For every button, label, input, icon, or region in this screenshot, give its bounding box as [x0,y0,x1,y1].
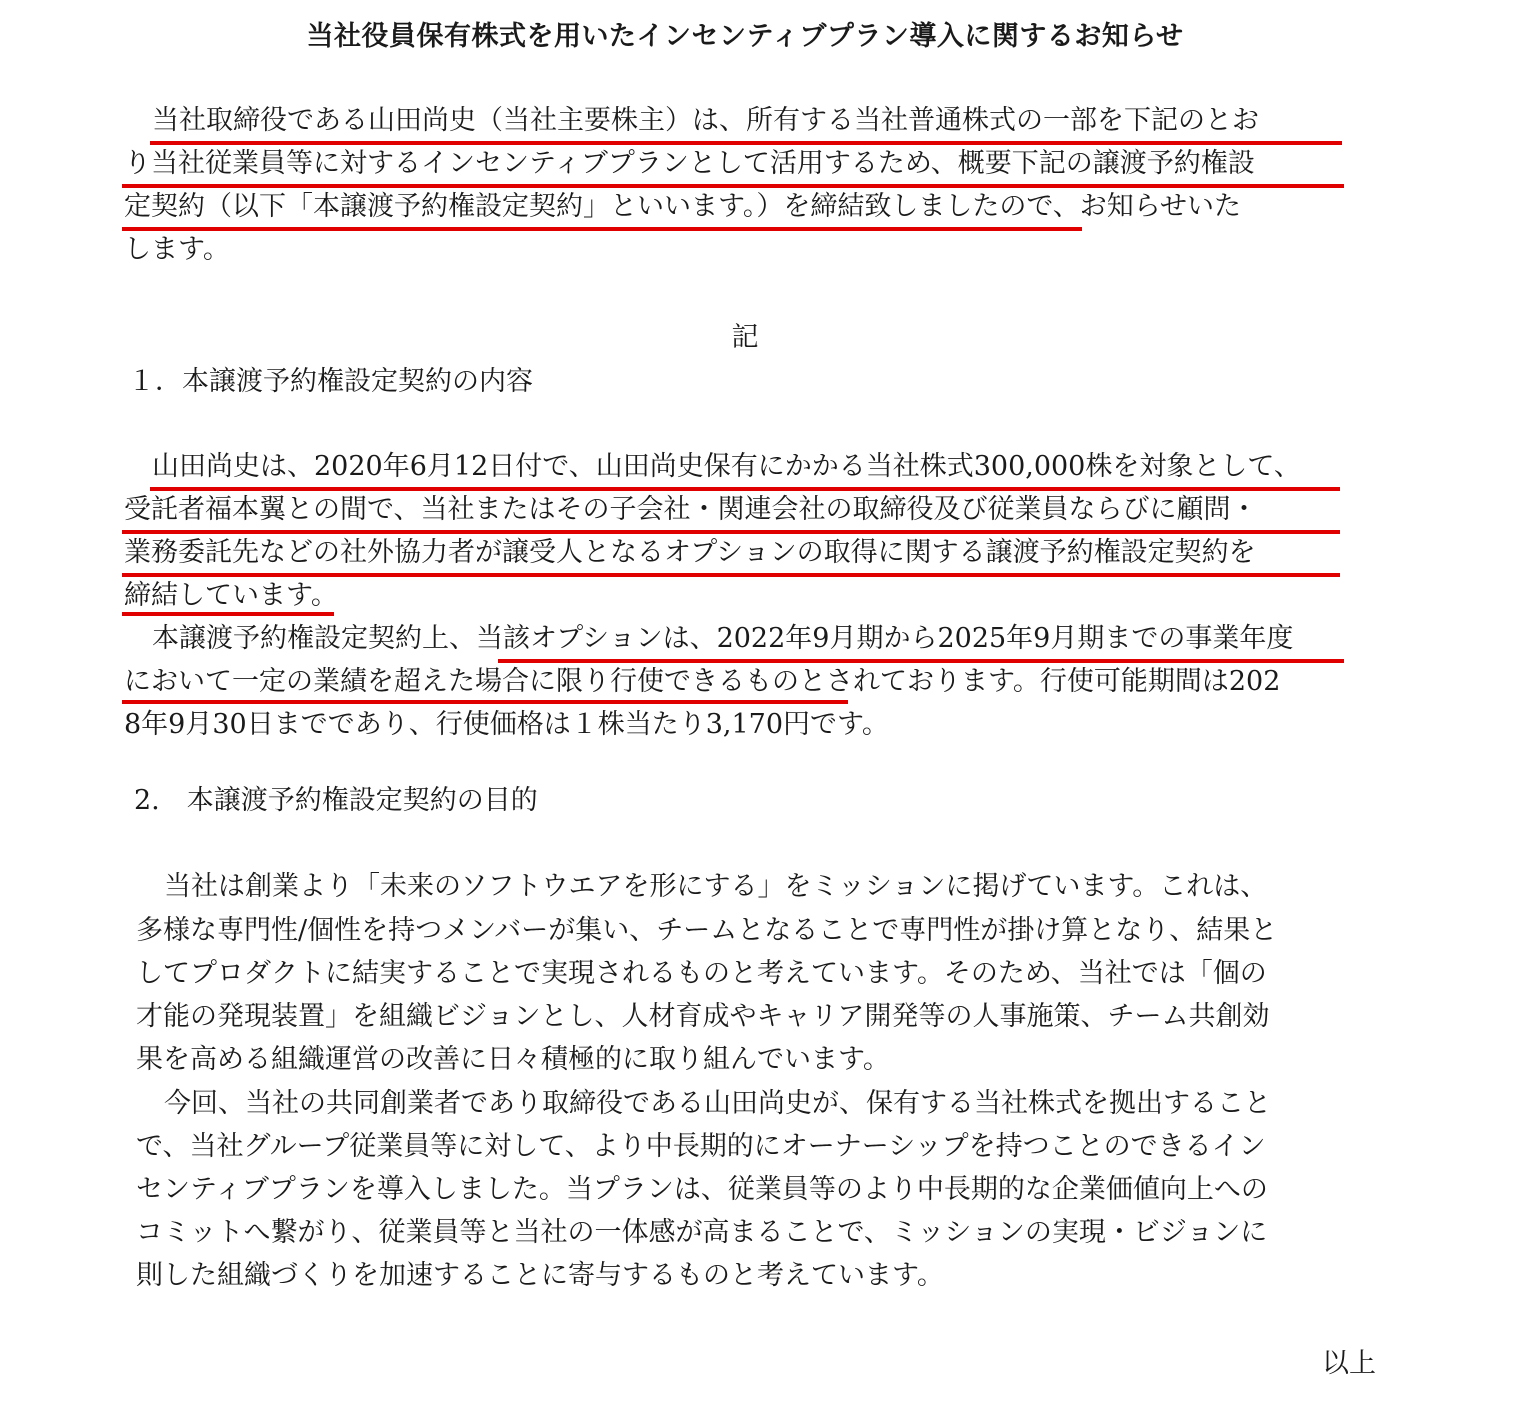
section1-p1-line-3: 業務委託先などの社外協力者が譲受人となるオプションの取得に関する譲渡予約権設定契約を [124,537,1256,568]
section1-p2-line-2: において一定の業績を超えた場合に限り行使できるものとされております。行使可能期間は202 [124,666,1281,697]
section2-p1-line-5: 果を高める組織運営の改善に日々積極的に取り組んでいます。 [136,1044,890,1075]
section2-p2-line-4: コミットへ繋がり、従業員等と当社の一体感が高まることで、ミッションの実現・ビジョンに [136,1217,1268,1248]
intro-line-1: 当社取締役である山田尚史（当社主要株主）は、所有する当社普通株式の一部を下記のとお [152,105,1259,136]
highlight-underline [150,487,1340,491]
section2-heading: 2. 本譲渡予約権設定契約の目的 [134,785,538,816]
closing-mark: 以上 [1322,1348,1376,1379]
highlight-underline [122,700,848,704]
section1-heading: １．本譲渡予約権設定契約の内容 [128,366,533,397]
section2-p1-line-1: 当社は創業より「未来のソフトウエアを形にする」をミッションに掲げています。これは、 [164,871,1268,902]
intro-line-3: 定契約（以下「本譲渡予約権設定契約」といいます。）を締結致しましたので、お知らせいた [124,191,1241,222]
highlight-underline [122,612,334,616]
section1-p1-line-1: 山田尚史は、2020年6月12日付で、山田尚史保有にかかる当社株式300,000株を対象として、 [152,451,1301,482]
intro-line-2: り当社従業員等に対するインセンティブプランとして活用するため、概要下記の譲渡予約権設 [124,148,1255,179]
highlight-underline [122,530,1340,534]
section2-p1-line-3: してプロダクトに結実することで実現されるものと考えています。そのため、当社では「個の [136,958,1267,989]
section1-p1-line-2: 受託者福本翼との間で、当社またはその子会社・関連会社の取締役及び従業員ならびに顧問・ [124,494,1258,525]
ki-mark: 記 [731,322,759,353]
section2-p2-line-2: で、当社グループ従業員等に対して、より中長期的にオーナーシップを持つことのできるイン [136,1131,1266,1162]
section2-p2-line-5: 則した組織づくりを加速することに寄与するものと考えています。 [136,1260,944,1291]
intro-line-4: します。 [124,234,230,265]
section2-p1-line-2: 多様な専門性/個性を持つメンバーが集い、チームとなることで専門性が掛け算となり、結果と [136,915,1278,946]
section1-p1-line-4: 締結しています。 [124,580,338,611]
section2-p2-line-1: 今回、当社の共同創業者であり取締役である山田尚史が、保有する当社株式を拠出すること [164,1088,1271,1119]
page-title: 当社役員保有株式を用いたインセンティブプラン導入に関するお知らせ [306,21,1184,52]
highlight-underline [122,184,1344,188]
section2-p2-line-3: センティブプランを導入しました。当プランは、従業員等のより中長期的な企業価値向上への [136,1174,1268,1205]
highlight-underline [150,141,1342,145]
section2-p1-line-4: 才能の発現装置」を組織ビジョンとし、人材育成やキャリア開発等の人事施策、チーム共創効 [136,1001,1270,1032]
section1-p2-line-3: 8年9月30日までであり、行使価格は１株当たり3,170円です。 [124,709,889,740]
section1-p2-line-1: 本譲渡予約権設定契約上、当該オプションは、2022年9月期から2025年9月期までの事業年度 [152,623,1294,654]
highlight-underline [498,659,1344,663]
highlight-underline [122,227,1082,231]
highlight-underline [122,573,1340,577]
